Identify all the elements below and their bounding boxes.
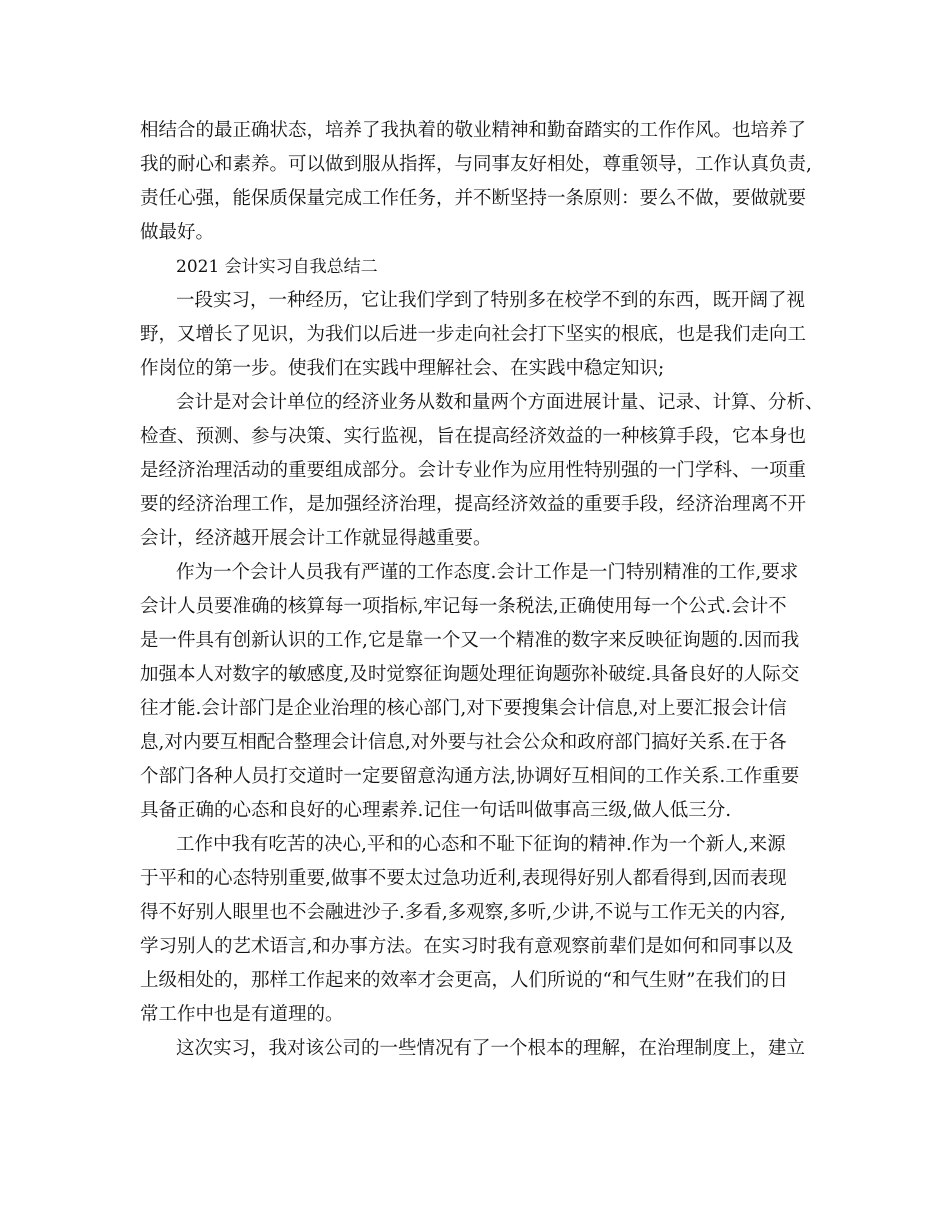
text-line: 学习别人的艺术语言,和办事方法。在实习时我有意观察前辈们是如何和同事以及 xyxy=(140,936,794,957)
text-line: 会计人员要准确的核算每一项指标,牢记每一条税法,正确使用每一个公式.会计不 xyxy=(140,596,787,617)
text-line: 常工作中也是有道理的。 xyxy=(140,1004,344,1025)
text-line: 做最好。 xyxy=(140,222,215,243)
text-line: 加强本人对数字的敏感度,及时觉察征询题处理征询题弥补破绽.具备良好的人际交 xyxy=(140,664,800,685)
text-line: 检查、预测、参与决策、实行监视，旨在提高经济效益的一种核算手段，它本身也 xyxy=(140,426,807,447)
text-line: 要的经济治理工作，是加强经济治理，提高经济效益的重要手段，经济治理离不开 xyxy=(140,494,807,515)
text-line: 作为一个会计人员我有严谨的工作态度.会计工作是一门特别精准的工作,要求 xyxy=(176,562,799,583)
section-heading: 2021 会计实习自我总结二 xyxy=(176,257,378,277)
text-line: 息,对内要互相配合整理会计信息,对外要与社会公众和政府部门搞好关系.在于各 xyxy=(140,732,787,753)
text-line: 往才能.会计部门是企业治理的核心部门,对下要搜集会计信息,对上要汇报会计信 xyxy=(140,698,787,719)
text-line: 是一件具有创新认识的工作,它是靠一个又一个精准的数字来反映征询题的.因而我 xyxy=(140,630,800,651)
text-line: 是经济治理活动的重要组成部分。会计专业作为应用性特别强的一门学科、一项重 xyxy=(140,460,807,481)
text-line: 责任心强，能保质保量完成工作任务，并不断坚持一条原则：要么不做，要做就要 xyxy=(140,188,807,209)
text-line: 这次实习，我对该公司的一些情况有了一个根本的理解，在治理制度上，建立 xyxy=(176,1038,806,1059)
text-line: 具备正确的心态和良好的心理素养.记住一句话叫做事高三级,做人低三分. xyxy=(140,800,732,821)
text-line: 相结合的最正确状态，培养了我执着的敬业精神和勤奋踏实的工作作风。也培养了 xyxy=(140,120,807,141)
text-line: 作岗位的第一步。使我们在实践中理解社会、在实践中稳定知识; xyxy=(140,358,665,379)
text-line: 得不好别人眼里也不会融进沙子.多看,多观察,多听,少讲,不说与工作无关的内容, xyxy=(140,902,786,923)
text-line: 会计是对会计单位的经济业务从数和量两个方面进展计量、记录、计算、分析、 xyxy=(176,392,824,413)
text-line: 于平和的心态特别重要,做事不要太过急功近利,表现得好别人都看得到,因而表现 xyxy=(140,868,787,889)
text-line: 上级相处的，那样工作起来的效率才会更高，人们所说的“和气生财”在我们的日 xyxy=(140,970,788,991)
text-line: 会计，经济越开展会计工作就显得越重要。 xyxy=(140,528,492,549)
text-line: 一段实习，一种经历，它让我们学到了特别多在校学不到的东西，既开阔了视 xyxy=(176,290,806,311)
text-line: 工作中我有吃苦的决心,平和的心态和不耻下征询的精神.作为一个新人,来源 xyxy=(176,834,786,855)
document-body xyxy=(140,114,824,1066)
text-line: 个部门各种人员打交道时一定要留意沟通方法,协调好互相间的工作关系.工作重要 xyxy=(140,766,800,787)
text-line: 野，又增长了见识，为我们以后进一步走向社会打下坚实的根底，也是我们走向工 xyxy=(140,324,807,345)
text-line: 我的耐心和素养。可以做到服从指挥，与同事友好相处，尊重领导，工作认真负责, xyxy=(140,154,812,175)
